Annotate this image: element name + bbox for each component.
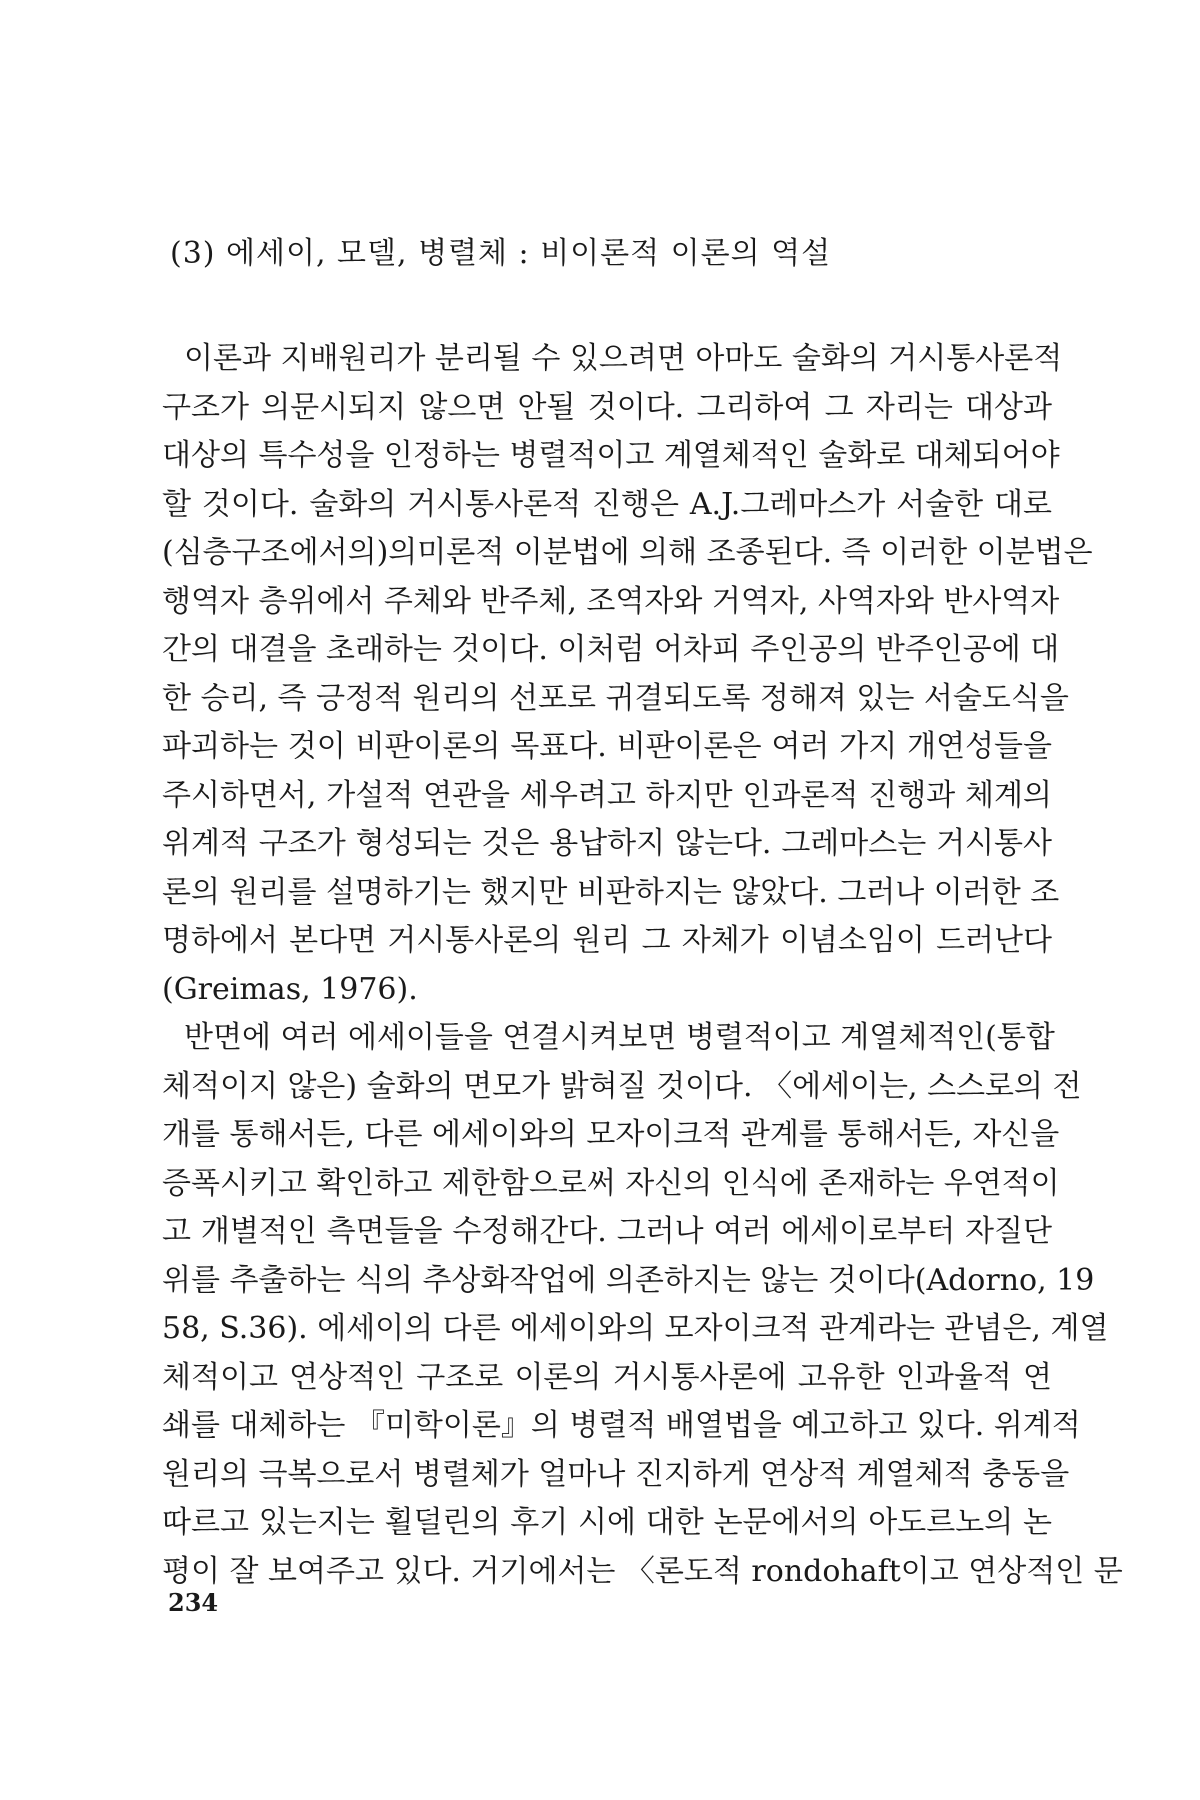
text-line: (Greimas, 1976). xyxy=(162,971,418,1007)
section-heading: (3) 에세이, 모델, 병렬체 : 비이론적 이론의 역설 xyxy=(170,236,832,271)
text-line: 명하에서 본다면 거시통사론의 원리 그 자체가 이념소임이 드러난다 xyxy=(162,923,1052,958)
body-text xyxy=(162,335,1123,1596)
text-line: 주시하면서, 가설적 연관을 세우려고 하지만 인과론적 진행과 체계의 xyxy=(162,777,1052,813)
text-line: 고 개별적인 측면들을 수정해간다. 그러나 여러 에세이로부터 자질단 xyxy=(162,1214,1052,1249)
paragraph xyxy=(162,1014,1123,1596)
text-line: 원리의 극복으로서 병렬체가 얼마나 진지하게 연상적 계열체적 충동을 xyxy=(162,1456,1070,1492)
text-line: 위계적 구조가 형성되는 것은 용납하지 않는다. 그레마스는 거시통사 xyxy=(162,826,1052,861)
text-line: 체적이지 않은) 술화의 면모가 밝혀질 것이다. 〈에세이는, 스스로의 전 xyxy=(162,1068,1082,1104)
text-line: 반면에 여러 에세이들을 연결시켜보면 병렬적이고 계열체적인(통합 xyxy=(184,1020,1055,1055)
text-line: 이론과 지배원리가 분리될 수 있으려면 아마도 술화의 거시통사론적 xyxy=(184,341,1063,376)
text-line: 행역자 층위에서 주체와 반주체, 조역자와 거역자, 사역자와 반사역자 xyxy=(162,583,1060,619)
paragraph xyxy=(162,335,1093,1014)
text-line: 58, S.36). 에세이의 다른 에세이와의 모자이크적 관계라는 관념은, 계열 xyxy=(162,1311,1109,1346)
text-line: 위를 추출하는 식의 추상화작업에 의존하지는 않는 것이다(Adorno, 19 xyxy=(162,1262,1095,1298)
text-line: 간의 대결을 초래하는 것이다. 이처럼 어차피 주인공의 반주인공에 대 xyxy=(162,632,1060,667)
text-line: 따르고 있는지는 횔덜린의 후기 시에 대한 논문에서의 아도르노의 논 xyxy=(162,1505,1052,1540)
text-line: 대상의 특수성을 인정하는 병렬적이고 계열체적인 술화로 대체되어야 xyxy=(162,438,1060,473)
text-line: 평이 잘 보여주고 있다. 거기에서는 〈론도적 rondohaft이고 연상적인 문 xyxy=(162,1553,1123,1589)
text-line: 체적이고 연상적인 구조로 이론의 거시통사론에 고유한 인과율적 연 xyxy=(162,1359,1052,1395)
text-line: 한 승리, 즉 긍정적 원리의 선포로 귀결되도록 정해져 있는 서술도식을 xyxy=(162,680,1069,716)
page-number: 234 xyxy=(168,1588,219,1617)
text-line: 쇄를 대체하는 『미학이론』의 병렬적 배열법을 예고하고 있다. 위계적 xyxy=(162,1408,1081,1443)
text-line: 론의 원리를 설명하기는 했지만 비판하지는 않았다. 그러나 이러한 조 xyxy=(162,874,1060,910)
text-line: 구조가 의문시되지 않으면 안될 것이다. 그리하여 그 자리는 대상과 xyxy=(162,389,1052,425)
text-line: (심층구조에서의)의미론적 이분법에 의해 조종된다. 즉 이러한 이분법은 xyxy=(162,535,1093,570)
text-line: 증폭시키고 확인하고 제한함으로써 자신의 인식에 존재하는 우연적이 xyxy=(162,1165,1060,1201)
text-line: 개를 통해서든, 다른 에세이와의 모자이크적 관계를 통해서든, 자신을 xyxy=(162,1117,1060,1152)
text-line: 파괴하는 것이 비판이론의 목표다. 비판이론은 여러 가지 개연성들을 xyxy=(162,729,1052,764)
text-line: 할 것이다. 술화의 거시통사론적 진행은 A.J.그레마스가 서술한 대로 xyxy=(162,486,1052,522)
